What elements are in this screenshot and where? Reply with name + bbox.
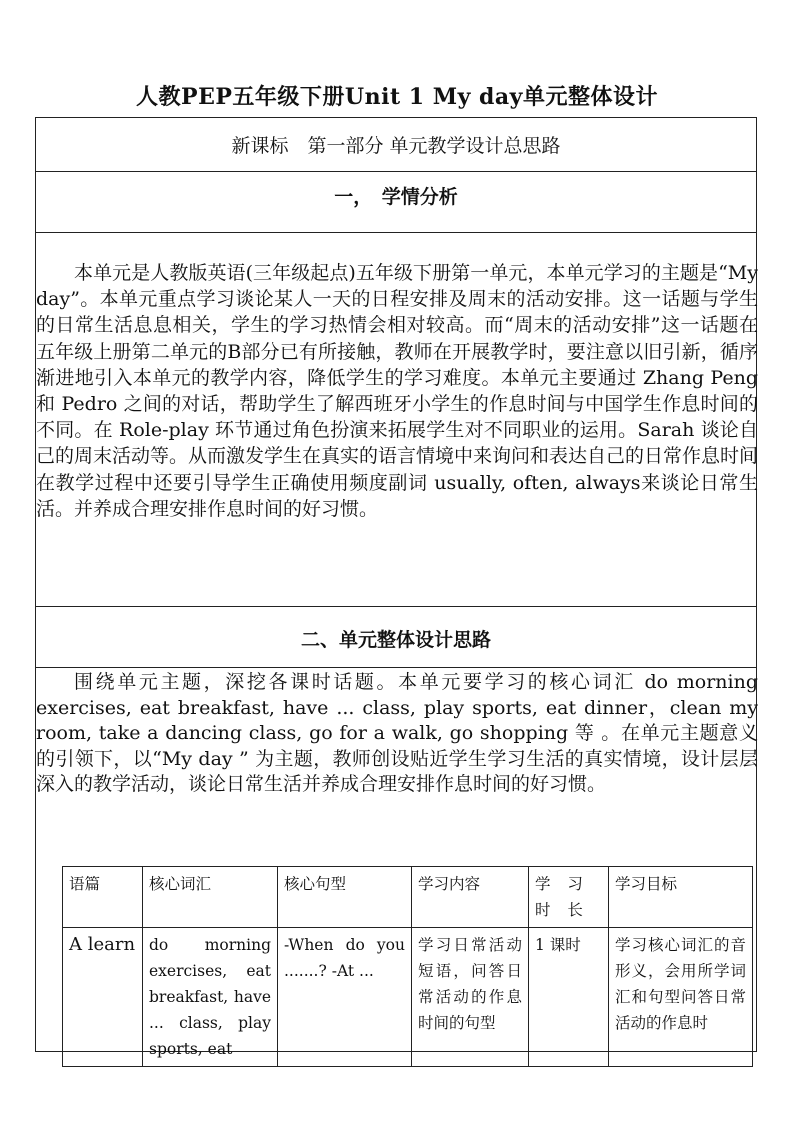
section-1-title: 一， 学情分析 [334,186,458,208]
learning-analysis-text: 本单元是人教版英语(三年级起点)五年级下册第一单元，本单元学习的主题是“My day”。本单元重点学习谈论某人一天的日程安排及周末的活动安排。这一话题与学生的日常生活息息相关，学生的学习热情会相对较高。而“周末的活动安排”这一话题在五年级上册第二单元的B部分已有所接触，教师在开展教学时，要注意以旧引新，循序渐进地引入本单元的教学内容，降低学生的学习难度。本单元主要通过 Zhang Peng 和 Pedro 之间的对话，帮助学生了解西班牙小学生的作息时间与中国学生作息时间的不同。在 Role-play 环节通过角色扮演来拓展学生对不同职业的运用。Sarah 谈论自己的周末活动等。从而激发学生在真实的语言情境中来询问和表达自己的日常作息时间在教学过程中还要引导学生正确使用频度副词 usually, often, always来谈论日常生活。并养成合理安排作息时间的好习惯。 [36,262,759,520]
lesson-table [62,866,753,1067]
section-2-title: 二、单元整体设计思路 [300,629,491,651]
content-cell: 学习日常活动短语，问答日常活动的作息时间的句型 [412,928,529,1067]
table-row [63,928,753,1067]
passage-cell: A learn [63,928,143,1067]
header-cell: 学习目标 [609,867,753,928]
header-cell: 语篇 [63,867,143,928]
goal-cell: 学习核心词汇的音形义，会用所学词汇和句型问答日常活动的作息时 [609,928,753,1067]
vocab-cell: do morning exercises, eat breakfast, have ... class, play sports, eat [143,928,278,1067]
pattern-cell: -When do you .......? -At ... [278,928,412,1067]
header-cell: 核心句型 [278,867,412,928]
design-idea-text: 围绕单元主题，深挖各课时话题。本单元要学习的核心词汇 do morning exercises, eat breakfast, have ... class, play sports, eat dinner，clean my room, take a dancing class, go for a walk, go shopping 等 。在单元主题意义的引领下，以“My day ” 为主题，教师创设贴近学生学习生活的真实情境，设计层层深入的教学活动，谈论日常生活并养成合理安排作息时间的好习惯。 [36,671,758,795]
divider [36,171,756,172]
document-title: 人教PEP五年级下册Unit 1 My day单元整体设计 [136,84,658,110]
design-table-frame [35,117,759,1058]
header-cell: 学 习 时 长 [529,867,609,928]
header-cell: 学习内容 [412,867,529,928]
section-header: 新课标 第一部分 单元教学设计总思路 [231,135,561,157]
header-cell: 核心词汇 [143,867,278,928]
divider [36,232,756,233]
table-header-row [63,867,753,928]
divider [36,667,756,668]
divider [36,606,756,607]
duration-cell: 1 课时 [529,928,609,1067]
